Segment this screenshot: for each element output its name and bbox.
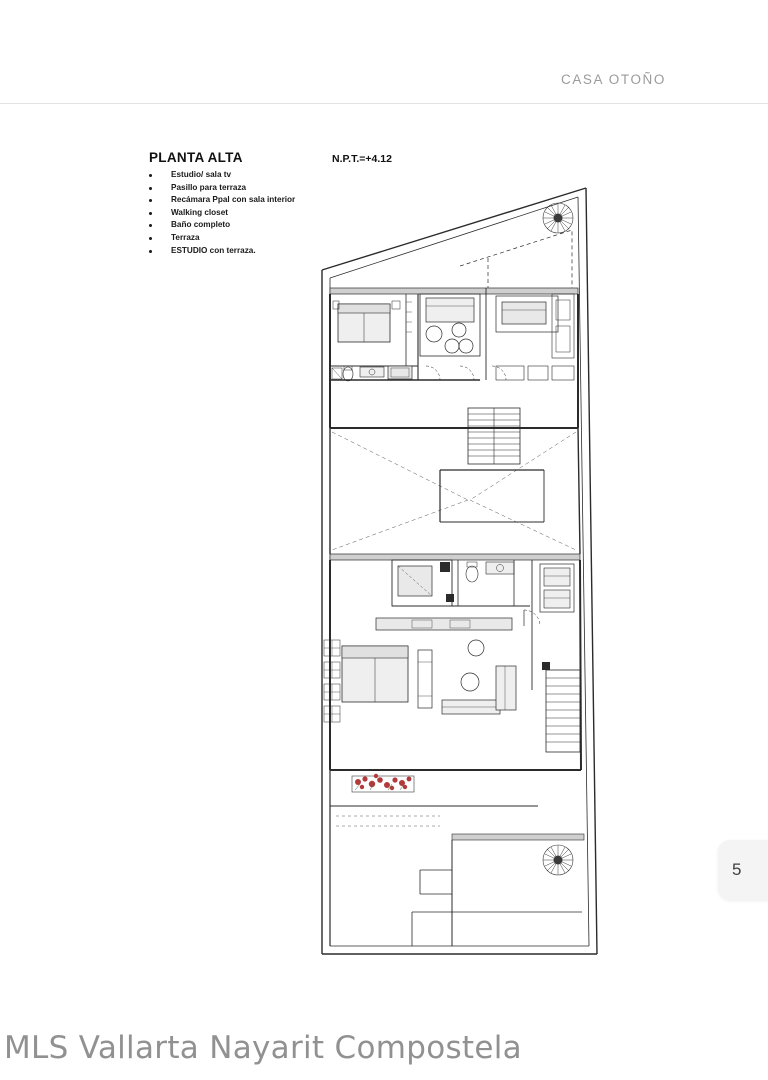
floor-plan-drawing xyxy=(300,170,630,960)
tree-symbol-bottom xyxy=(543,845,573,875)
footer-watermark: MLS Vallarta Nayarit Compostela xyxy=(4,1030,522,1066)
list-item: Pasillo para terraza xyxy=(149,182,349,195)
page-number-badge xyxy=(718,840,768,900)
plan-level-note: N.P.T.=+4.12 xyxy=(332,153,392,165)
plan-title: PLANTA ALTA xyxy=(149,150,243,165)
document-title: CASA OTOÑO xyxy=(560,72,666,87)
page-number: 5 xyxy=(732,860,742,879)
list-item: Estudio/ sala tv xyxy=(149,169,349,182)
list-item: ESTUDIO con terraza. xyxy=(149,245,349,258)
planter-flowers xyxy=(352,774,414,792)
list-item: Terraza xyxy=(149,232,349,245)
tree-symbol-top xyxy=(543,203,573,233)
list-item: Recámara Ppal con sala interior xyxy=(149,194,349,207)
document-header xyxy=(0,0,768,104)
list-item: Walking closet xyxy=(149,207,349,220)
list-item: Baño completo xyxy=(149,219,349,232)
